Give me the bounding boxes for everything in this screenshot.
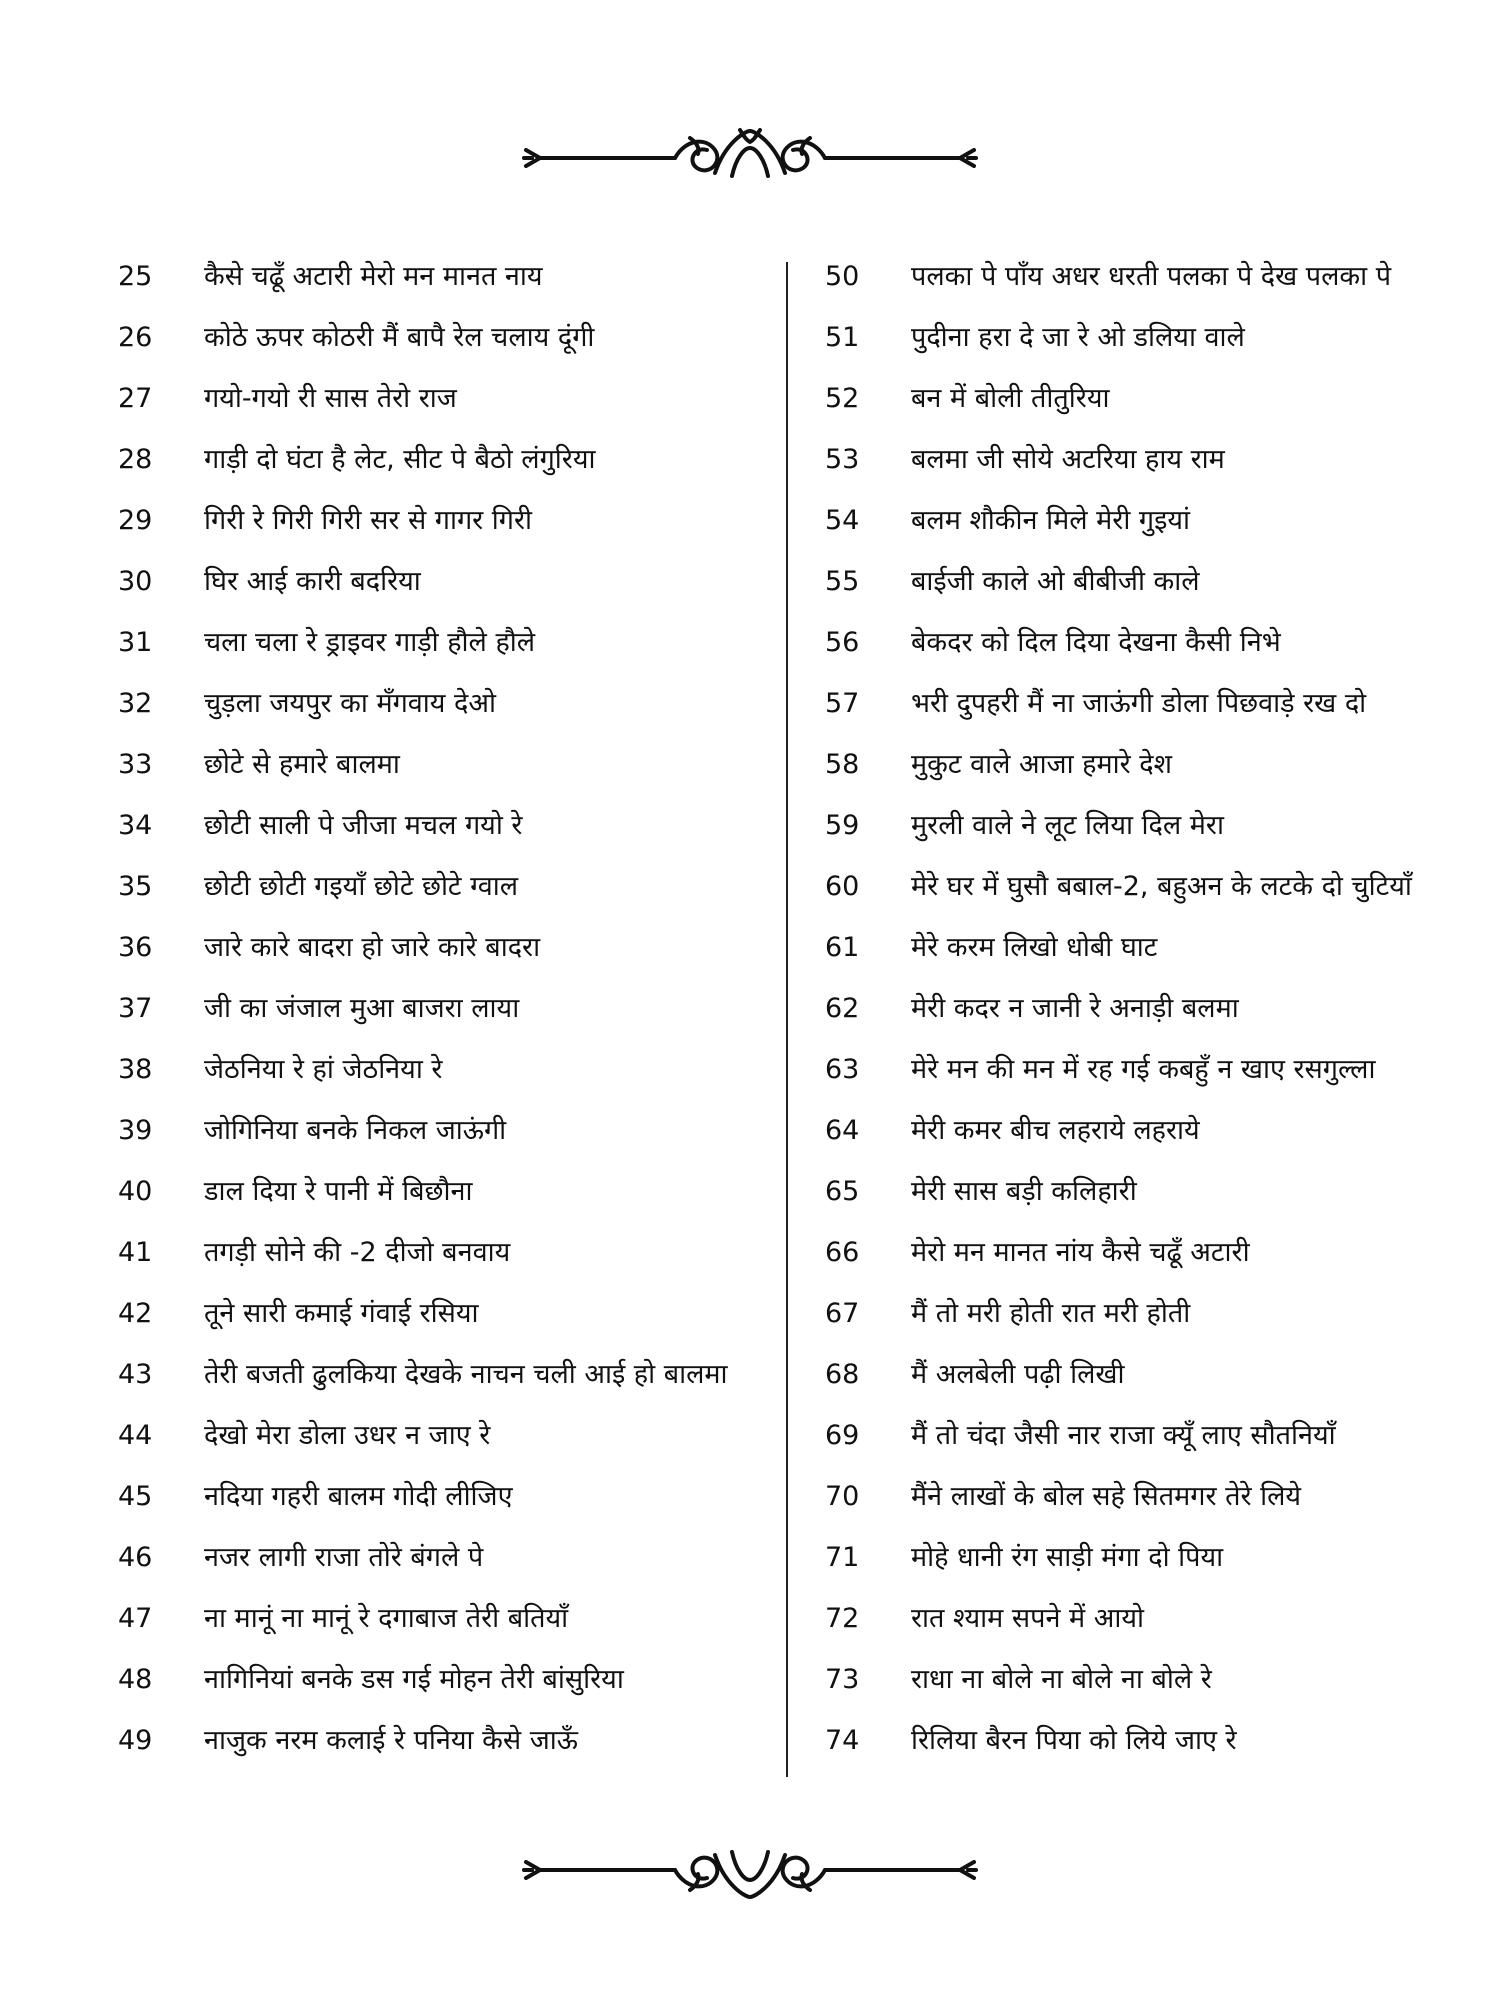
toc-entry-title: डाल दिया रे पानी में बिछौना xyxy=(204,1176,473,1207)
toc-entry-number: 56 xyxy=(825,627,860,658)
toc-entry-title: मैं तो चंदा जैसी नार राजा क्यूँ लाए सौतनियाँ xyxy=(911,1420,1336,1451)
toc-entry-title: छोटे से हमारे बालमा xyxy=(204,749,400,780)
toc-left-column xyxy=(118,246,758,1771)
toc-entry-title: जारे कारे बादरा हो जारे कारे बादरा xyxy=(204,932,541,963)
toc-entry-number: 57 xyxy=(825,688,860,719)
toc-entry-number: 73 xyxy=(825,1664,860,1695)
toc-entry-title: मेरे मन की मन में रह गई कबहुँ न खाए रसगुल्ला xyxy=(911,1054,1376,1085)
toc-entry-number: 53 xyxy=(825,444,860,475)
toc-entry-title: बलम शौकीन मिले मेरी गुइयां xyxy=(911,505,1191,536)
toc-entry-title: चला चला रे ड्राइवर गाड़ी हौले हौले xyxy=(204,627,536,658)
toc-entry-title: रिलिया बैरन पिया को लिये जाए रे xyxy=(911,1725,1237,1756)
toc-entry-title: तूने सारी कमाई गंवाई रसिया xyxy=(204,1298,479,1329)
toc-entry-title: मेरी कदर न जानी रे अनाड़ी बलमा xyxy=(911,993,1239,1024)
toc-entry-number: 44 xyxy=(118,1420,153,1451)
toc-entry xyxy=(118,1710,758,1771)
toc-entry xyxy=(118,1161,758,1222)
top-ornament xyxy=(0,118,1500,198)
toc-entry xyxy=(118,429,758,490)
toc-entry xyxy=(825,734,1465,795)
toc-entry xyxy=(118,551,758,612)
toc-entry-title: चुड़ला जयपुर का मँगवाय देओ xyxy=(204,688,496,719)
toc-entry-title: गिरी रे गिरी गिरी सर से गागर गिरी xyxy=(204,505,533,536)
toc-entry-title: नाजुक नरम कलाई रे पनिया कैसे जाऊँ xyxy=(204,1725,578,1756)
toc-entry xyxy=(118,1649,758,1710)
toc-entry xyxy=(118,734,758,795)
toc-entry xyxy=(825,1039,1465,1100)
toc-entry-title: छोटी साली पे जीजा मचल गयो रे xyxy=(204,810,523,841)
toc-entry-number: 55 xyxy=(825,566,860,597)
toc-entry-title: घिर आई कारी बदरिया xyxy=(204,566,421,597)
toc-entry-title: मैंने लाखों के बोल सहे सितमगर तेरे लिये xyxy=(911,1481,1302,1512)
toc-entry-number: 60 xyxy=(825,871,860,902)
toc-entry xyxy=(825,1710,1465,1771)
toc-entry-number: 25 xyxy=(118,261,153,292)
toc-entry-title: कोठे ऊपर कोठरी मैं बापै रेल चलाय दूंगी xyxy=(204,322,595,353)
toc-entry-title: बन में बोली तीतुरिया xyxy=(911,383,1110,414)
toc-entry xyxy=(118,978,758,1039)
toc-entry-number: 35 xyxy=(118,871,153,902)
toc-entry-title: बेकदर को दिल दिया देखना कैसी निभे xyxy=(911,627,1281,658)
toc-entry-title: कैसे चढूँ अटारी मेरो मन मानत नाय xyxy=(204,261,543,292)
toc-entry xyxy=(118,368,758,429)
toc-entry-number: 66 xyxy=(825,1237,860,1268)
toc-entry xyxy=(825,978,1465,1039)
toc-entry xyxy=(825,612,1465,673)
toc-entry-title: मेरी कमर बीच लहराये लहराये xyxy=(911,1115,1200,1146)
toc-entry xyxy=(825,551,1465,612)
toc-entry-title: मेरे करम लिखो धोबी घाट xyxy=(911,932,1158,963)
toc-entry xyxy=(118,1100,758,1161)
toc-entry-number: 48 xyxy=(118,1664,153,1695)
toc-entry-title: देखो मेरा डोला उधर न जाए रे xyxy=(204,1420,491,1451)
toc-entry-title: राधा ना बोले ना बोले ना बोले रे xyxy=(911,1664,1212,1695)
toc-entry-number: 37 xyxy=(118,993,153,1024)
toc-entry xyxy=(118,1222,758,1283)
toc-entry-title: पलका पे पाँय अधर धरती पलका पे देख पलका पे xyxy=(911,261,1392,292)
toc-entry-title: पुदीना हरा दे जा रे ओ डलिया वाले xyxy=(911,322,1245,353)
toc-entry-number: 29 xyxy=(118,505,153,536)
toc-entry-title: नजर लागी राजा तोरे बंगले पे xyxy=(204,1542,484,1573)
toc-entry-number: 40 xyxy=(118,1176,153,1207)
toc-entry-title: गाड़ी दो घंटा है लेट, सीट पे बैठो लंगुरिया xyxy=(204,444,596,475)
toc-entry xyxy=(825,673,1465,734)
toc-entry xyxy=(825,1344,1465,1405)
toc-entry-number: 64 xyxy=(825,1115,860,1146)
toc-entry xyxy=(825,795,1465,856)
toc-entry xyxy=(118,246,758,307)
toc-entry-title: भरी दुपहरी मैं ना जाऊंगी डोला पिछवाड़े रख दो xyxy=(911,688,1367,719)
toc-entry-number: 41 xyxy=(118,1237,153,1268)
toc-entry-title: मोहे धानी रंग साड़ी मंगा दो पिया xyxy=(911,1542,1224,1573)
toc-entry xyxy=(118,1039,758,1100)
toc-entry-title: छोटी छोटी गइयाँ छोटे छोटे ग्वाल xyxy=(204,871,519,902)
toc-entry xyxy=(118,307,758,368)
toc-entry xyxy=(825,1100,1465,1161)
toc-entry xyxy=(118,1344,758,1405)
toc-entry xyxy=(118,1283,758,1344)
toc-entry-number: 51 xyxy=(825,322,860,353)
toc-entry-number: 61 xyxy=(825,932,860,963)
toc-entry-title: मुरली वाले ने लूट लिया दिल मेरा xyxy=(911,810,1224,841)
toc-entry xyxy=(825,1222,1465,1283)
toc-entry-number: 38 xyxy=(118,1054,153,1085)
toc-entry-number: 72 xyxy=(825,1603,860,1634)
toc-entry-number: 74 xyxy=(825,1725,860,1756)
toc-entry-title: तगड़ी सोने की -2 दीजो बनवाय xyxy=(204,1237,511,1268)
toc-entry-title: जेठनिया रे हां जेठनिया रे xyxy=(204,1054,443,1085)
toc-entry-number: 32 xyxy=(118,688,153,719)
toc-entry xyxy=(825,1649,1465,1710)
toc-entry xyxy=(825,856,1465,917)
toc-entry-number: 63 xyxy=(825,1054,860,1085)
toc-entry-number: 46 xyxy=(118,1542,153,1573)
toc-entry-title: जी का जंजाल मुआ बाजरा लाया xyxy=(204,993,520,1024)
toc-entry-number: 47 xyxy=(118,1603,153,1634)
toc-entry-number: 28 xyxy=(118,444,153,475)
toc-entry xyxy=(825,1405,1465,1466)
toc-entry xyxy=(825,1283,1465,1344)
toc-entry xyxy=(825,368,1465,429)
toc-entry xyxy=(825,307,1465,368)
toc-entry-title: बलमा जी सोये अटरिया हाय राम xyxy=(911,444,1225,475)
toc-entry-number: 36 xyxy=(118,932,153,963)
toc-entry xyxy=(825,246,1465,307)
toc-entry-title: जोगिनिया बनके निकल जाऊंगी xyxy=(204,1115,507,1146)
toc-entry-number: 39 xyxy=(118,1115,153,1146)
toc-entry xyxy=(825,490,1465,551)
toc-entry-number: 30 xyxy=(118,566,153,597)
toc-entry-number: 42 xyxy=(118,1298,153,1329)
toc-entry-number: 34 xyxy=(118,810,153,841)
toc-entry-number: 69 xyxy=(825,1420,860,1451)
toc-entry-number: 33 xyxy=(118,749,153,780)
toc-entry xyxy=(118,917,758,978)
toc-entry-title: गयो-गयो री सास तेरो राज xyxy=(204,383,457,414)
toc-entry xyxy=(825,1527,1465,1588)
toc-entry xyxy=(118,673,758,734)
toc-entry-number: 54 xyxy=(825,505,860,536)
toc-entry xyxy=(118,1405,758,1466)
toc-entry-number: 26 xyxy=(118,322,153,353)
toc-entry xyxy=(118,490,758,551)
toc-entry xyxy=(118,1588,758,1649)
toc-entry-number: 70 xyxy=(825,1481,860,1512)
toc-entry-number: 45 xyxy=(118,1481,153,1512)
toc-entry-number: 71 xyxy=(825,1542,860,1573)
toc-entry-title: मेरे घर में घुसौ बबाल-2, बहुअन के लटके दो चुटियाँ xyxy=(911,871,1412,902)
toc-entry-number: 27 xyxy=(118,383,153,414)
toc-entry-title: बाईजी काले ओ बीबीजी काले xyxy=(911,566,1200,597)
toc-entry-title: मेरो मन मानत नांय कैसे चढूँ अटारी xyxy=(911,1237,1250,1268)
toc-entry-number: 59 xyxy=(825,810,860,841)
toc-entry-number: 49 xyxy=(118,1725,153,1756)
toc-entry xyxy=(825,917,1465,978)
toc-entry-number: 68 xyxy=(825,1359,860,1390)
toc-entry-title: नदिया गहरी बालम गोदी लीजिए xyxy=(204,1481,513,1512)
toc-entry-title: तेरी बजती ढुलकिया देखके नाचन चली आई हो बालमा xyxy=(204,1359,728,1390)
toc-entry-number: 50 xyxy=(825,261,860,292)
toc-entry-title: मुकुट वाले आजा हमारे देश xyxy=(911,749,1172,780)
toc-entry-number: 65 xyxy=(825,1176,860,1207)
toc-entry xyxy=(118,795,758,856)
toc-entry xyxy=(825,1161,1465,1222)
toc-right-column xyxy=(825,246,1465,1771)
toc-entry xyxy=(118,856,758,917)
toc-entry-title: नागिनियां बनके डस गई मोहन तेरी बांसुरिया xyxy=(204,1664,624,1695)
toc-entry-title: मेरी सास बड़ी कलिहारी xyxy=(911,1176,1137,1207)
toc-entry xyxy=(825,1466,1465,1527)
toc-entry xyxy=(825,429,1465,490)
toc-entry xyxy=(118,1466,758,1527)
flourish-ornament-icon xyxy=(510,1830,990,1910)
toc-entry-title: मैं तो मरी होती रात मरी होती xyxy=(911,1298,1191,1329)
toc-entry-title: ना मानूं ना मानूं रे दगाबाज तेरी बतियाँ xyxy=(204,1603,569,1634)
toc-entry-number: 67 xyxy=(825,1298,860,1329)
flourish-ornament-icon xyxy=(510,118,990,198)
bottom-ornament xyxy=(0,1830,1500,1910)
toc-entry-number: 31 xyxy=(118,627,153,658)
toc-entry-number: 43 xyxy=(118,1359,153,1390)
toc-entry-title: रात श्याम सपने में आयो xyxy=(911,1603,1144,1634)
toc-entry-title: मैं अलबेली पढ़ी लिखी xyxy=(911,1359,1125,1390)
toc-entry-number: 62 xyxy=(825,993,860,1024)
column-divider xyxy=(786,262,788,1777)
toc-entry xyxy=(118,612,758,673)
toc-entry xyxy=(118,1527,758,1588)
toc-entry-number: 58 xyxy=(825,749,860,780)
toc-entry xyxy=(825,1588,1465,1649)
toc-entry-number: 52 xyxy=(825,383,860,414)
